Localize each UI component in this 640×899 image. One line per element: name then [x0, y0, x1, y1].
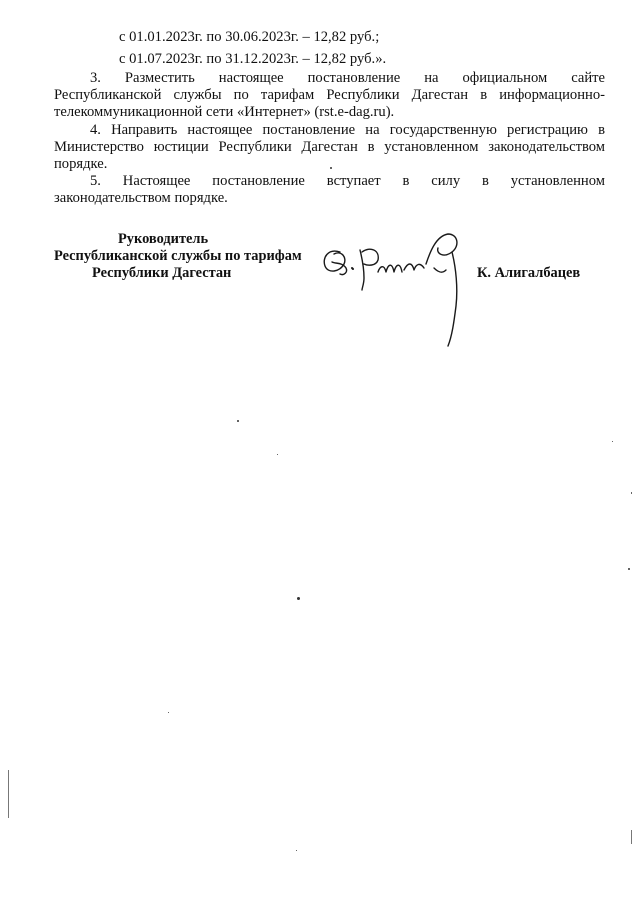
scan-speck: [168, 712, 169, 713]
signatory-title-line-3: Республики Дагестан: [92, 265, 232, 281]
handwritten-signature: [318, 228, 470, 350]
item-3-line-3: телекоммуникационной сети «Интернет» (rst.e-dag.ru).: [54, 104, 395, 120]
signatory-title-line-2: Республиканской службы по тарифам: [54, 248, 302, 264]
rate-line-first-half: с 01.01.2023г. по 30.06.2023г. – 12,82 руб.;: [119, 29, 380, 45]
scan-speck: [237, 420, 239, 422]
signatory-name: К. Алигалбацев: [477, 265, 581, 281]
signatory-title-line-1: Руководитель: [118, 231, 209, 247]
item-4-line-1: 4. Направить настоящее постановление на государственную регистрацию в: [90, 122, 605, 138]
item-3-line-1: 3. Разместить настоящее постановление на официальном сайте: [90, 70, 605, 86]
item-4-line-3: порядке.: [54, 156, 108, 172]
scan-speck: [277, 454, 278, 455]
scan-speck: [612, 441, 613, 442]
scan-edge-mark: [8, 770, 9, 818]
scan-speck: [631, 492, 632, 494]
item-3-line-2: Республиканской службы по тарифам Республики Дагестан в информационно-: [54, 87, 605, 103]
scan-edge-mark: [631, 830, 632, 844]
item-5-line-2: законодательством порядке.: [54, 190, 228, 206]
item-4-line-2: Министерство юстиции Республики Дагестан в установленном законодательством: [54, 139, 605, 155]
scan-speck: [628, 568, 630, 570]
scan-speck: [330, 167, 332, 169]
scan-speck: [296, 850, 297, 851]
item-5-line-1: 5. Настоящее постановление вступает в силу в установленном: [90, 173, 605, 189]
rate-line-second-half: с 01.07.2023г. по 31.12.2023г. – 12,82 руб.».: [119, 51, 387, 67]
scan-speck: [297, 597, 300, 600]
